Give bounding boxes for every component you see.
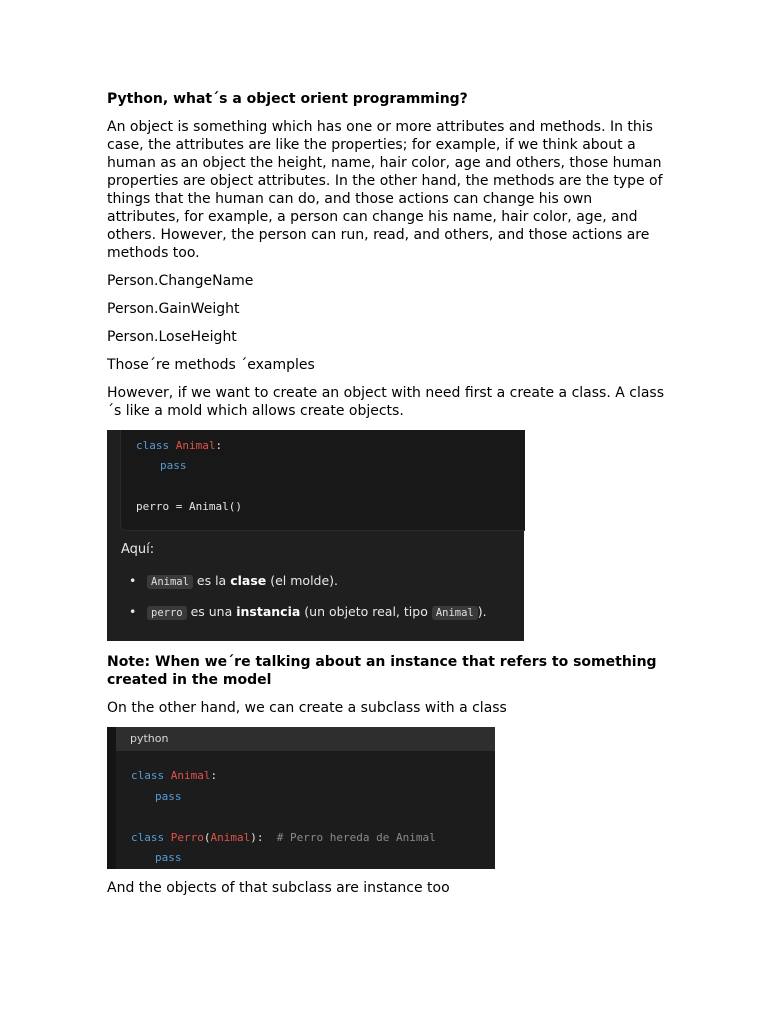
bullet-text: (el molde). bbox=[266, 573, 339, 588]
code-keyword: class bbox=[131, 831, 165, 844]
explanation-heading: Aquí: bbox=[121, 542, 155, 557]
code-line-class bbox=[136, 439, 222, 453]
code-keyword: class bbox=[136, 439, 170, 452]
code-keyword: pass bbox=[155, 790, 182, 803]
code-language-label: python bbox=[130, 732, 169, 745]
code-class-name: Animal bbox=[170, 769, 211, 782]
intro-paragraph: An object is something which has one or more attributes and methods. In this case, the attributes are like the properties; for example, if we think about a human as an object the height, name, hair color, age and others, those human properties are object attributes. In the other hand, the methods are the type of things that the human can do, and those actions can change his own attributes, for example, a person can change his name, hair color, age, and others. However, the person can run, read, and others, and those actions are methods too. bbox=[107, 119, 663, 261]
code-line-pass bbox=[160, 459, 187, 473]
code-paren: ( bbox=[203, 831, 211, 844]
code-line-pass bbox=[155, 790, 182, 804]
code-line-class bbox=[131, 769, 217, 783]
bullet-text: es una bbox=[186, 604, 237, 619]
code-line-subclass bbox=[131, 831, 436, 845]
bullet-text: es la bbox=[192, 573, 231, 588]
explanation-bullet-1 bbox=[129, 573, 338, 588]
code-class-name: Animal bbox=[175, 439, 216, 452]
method-example-2: Person.GainWeight bbox=[107, 301, 240, 317]
code-class-name: Animal bbox=[210, 831, 251, 844]
code-chip: Animal bbox=[147, 575, 193, 589]
code-keyword: pass bbox=[155, 851, 182, 864]
subclass-code-image bbox=[107, 727, 495, 869]
subclass-paragraph: On the other hand, we can create a subclass with a class bbox=[107, 700, 507, 716]
document-title: Python, what´s a object orient programming? bbox=[107, 91, 468, 107]
code-line-pass bbox=[155, 851, 182, 865]
method-example-3: Person.LoseHeight bbox=[107, 329, 237, 345]
code-keyword: pass bbox=[160, 459, 187, 472]
code-block bbox=[120, 430, 525, 531]
bullet-icon: • bbox=[129, 604, 137, 619]
code-paren: ): bbox=[250, 831, 264, 844]
code-class-name: Perro bbox=[170, 831, 204, 844]
code-chip: Animal bbox=[432, 606, 478, 620]
bullet-icon: • bbox=[129, 573, 137, 588]
bullet-bold: clase bbox=[230, 573, 267, 588]
code-header bbox=[116, 727, 495, 751]
bullet-bold: instancia bbox=[236, 604, 301, 619]
code-keyword: class bbox=[131, 769, 165, 782]
methods-note: Those´re methods ´examples bbox=[107, 357, 315, 373]
instance-note: Note: When we´re talking about an instance that refers to something created in the model bbox=[107, 654, 657, 688]
explanation-bullet-2 bbox=[129, 604, 487, 619]
class-code-image bbox=[107, 430, 524, 641]
code-line-instance: perro = Animal() bbox=[136, 500, 242, 513]
code-chip: perro bbox=[147, 606, 187, 620]
bullet-text: (un objeto real, tipo bbox=[300, 604, 432, 619]
document-page bbox=[107, 90, 667, 907]
code-colon: : bbox=[210, 769, 218, 782]
method-example-1: Person.ChangeName bbox=[107, 273, 254, 289]
bullet-text: ). bbox=[477, 604, 487, 619]
closing-paragraph: And the objects of that subclass are instance too bbox=[107, 880, 450, 896]
code-comment: # Perro hereda de Animal bbox=[263, 831, 436, 844]
class-paragraph: However, if we want to create an object with need first a create a class. A class ´s like a mold which allows create objects. bbox=[107, 385, 665, 419]
code-colon: : bbox=[215, 439, 223, 452]
